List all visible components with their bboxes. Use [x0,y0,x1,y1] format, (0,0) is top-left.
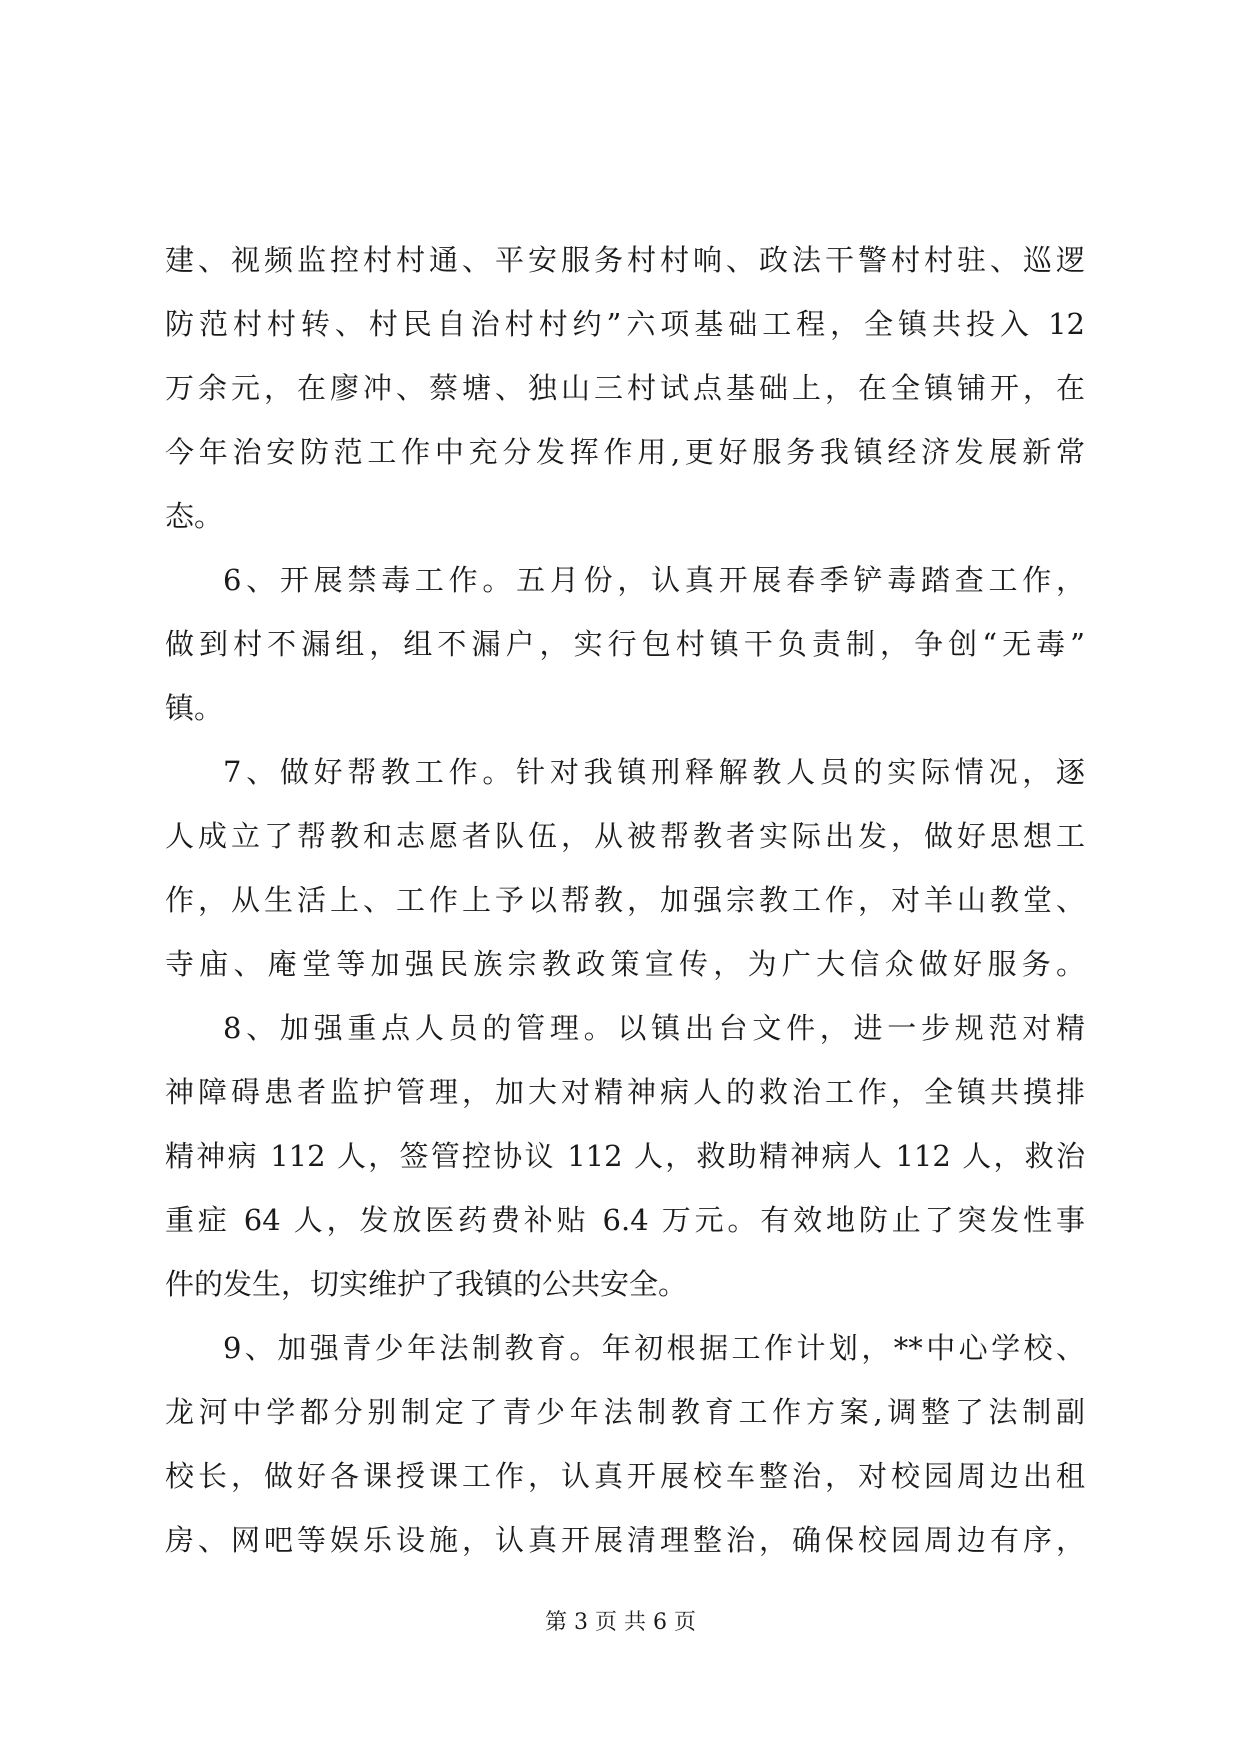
text-line: 神障碍患者监护管理，加大对精神病人的救治工作，全镇共摸排 [165,1075,1085,1109]
text-line: 防范村村转、村民自治村村约”六项基础工程，全镇共投入 12 [165,307,1085,341]
text-line: 寺庙、庵堂等加强民族宗教政策宣传，为广大信众做好服务。 [165,947,1085,981]
text-line: 镇。 [165,691,224,725]
text-line: 建、视频监控村村通、平安服务村村响、政法干警村村驻、巡逻 [165,243,1085,277]
document-body [165,228,1085,1572]
text-line: 万余元，在廖冲、蔡塘、独山三村试点基础上，在全镇铺开，在 [165,371,1085,405]
text-line: 态。 [165,499,224,533]
text-line: 校长，做好各课授课工作，认真开展校车整治，对校园周边出租 [165,1459,1085,1493]
text-line: 房、网吧等娱乐设施，认真开展清理整治，确保校园周边有序， [165,1523,1085,1557]
text-line: 龙河中学都分别制定了青少年法制教育工作方案,调整了法制副 [165,1395,1085,1429]
paragraph-8-start: 8、加强重点人员的管理。以镇出台文件，进一步规范对精 [223,1011,1085,1045]
text-line: 做到村不漏组，组不漏户，实行包村镇干负责制，争创“无毒” [165,627,1085,661]
text-line: 件的发生，切实维护了我镇的公共安全。 [165,1267,688,1301]
paragraph-6-start: 6、开展禁毒工作。五月份，认真开展春季铲毒踏查工作， [223,563,1085,597]
text-line: 人成立了帮教和志愿者队伍，从被帮教者实际出发，做好思想工 [165,819,1085,853]
page-number-footer: 第 3 页 共 6 页 [545,1610,696,1635]
text-line: 今年治安防范工作中充分发挥作用,更好服务我镇经济发展新常 [165,435,1085,469]
text-line: 作，从生活上、工作上予以帮教，加强宗教工作，对羊山教堂、 [165,883,1085,917]
paragraph-9-start: 9、加强青少年法制教育。年初根据工作计划，**中心学校、 [223,1331,1085,1365]
text-line: 重症 64 人，发放医药费补贴 6.4 万元。有效地防止了突发性事 [165,1203,1085,1237]
text-line: 精神病 112 人，签管控协议 112 人，救助精神病人 112 人，救治 [165,1139,1085,1173]
paragraph-7-start: 7、做好帮教工作。针对我镇刑释解教人员的实际情况，逐 [223,755,1085,789]
